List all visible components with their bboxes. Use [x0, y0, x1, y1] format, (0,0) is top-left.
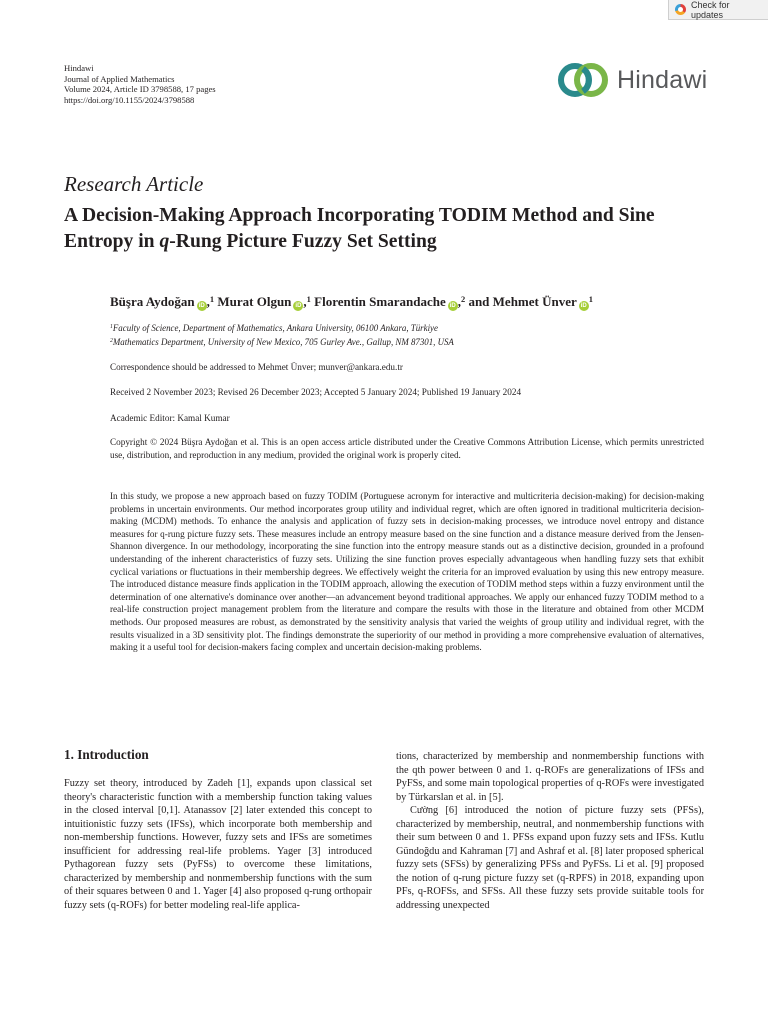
affiliation-1: $^1$Faculty of Science, Department of Mathematics, Ankara University, 06100 Ankara, Türkiye	[110, 323, 438, 333]
paragraph: Cường [6] introduced the notion of picture fuzzy sets (PFSs), characterized by membership, neutral, and nonmembership functions with their sum between 0 and 1. PFSs expand upon fuzzy sets and IFSs. Kutlu Gündoğdu and Kahraman [7] and Ashraf et al. [8] later proposed spherical fuzzy sets (SFSs) by generalizing PFSs and PyFSs. Li et al. [9] proposed the notion of q-rung picture fuzzy set (q-RPFS) in 2018, expanding upon PFs, q-ROFSs, and SFSs. All these fuzzy sets provide suitable tools for addressing unexpected	[396, 805, 704, 912]
orcid-icon[interactable]: iD	[449, 303, 456, 309]
abstract: In this study, we propose a new approach based on fuzzy TODIM (Portuguese acronym for interactive and multicriteria decision-making) for decision-making problems in uncertain environments. Our method incorporates group utility and individual regret, which are often ignored in traditional multicriteria decision-making (MCDM) methods. To enhance the analysis and application of fuzzy sets in decision-making processes, we introduce novel entropy and distance measures for q-rung picture fuzzy sets. These measures include an entropy measure based on the sine function and a distance measure derived from the Jensen-Shannon divergence. In our methodology, incorporating the sine function into the entropy measure stands out as a distinctive decision, grounded in a profound understanding of the inherent characteristics of fuzzy sets. Utilizing the sine function proves especially advantageous when handling fuzzy sets that exhibit cyclical variations or fluctuations in their membership degrees. We effectively weight the criteria for an improved evaluation by using this new entropy measure. The introduced distance measure finds application in the TODIM approach, allowing the execution of TODIM method steps within a fuzzy environment until the determination of one alternative's dominance over another—an advancement beyond traditional approaches. We apply our enhanced fuzzy TODIM method to a real-life construction project management problem from the literature and compare the results with those in the literature and obtained from other MCDM methods. Our proposed measures are robust, as demonstrated by the sensitivity analysis that varied the weights of group utility and individual regret, with the results visualized in a 3D sensitivity plot. The findings demonstrate the superiority of our method in providing a more comprehensive evaluation of alternatives, making it a useful tool for decision-makers facing complex and uncertain decision-making problems.	[110, 491, 704, 653]
correspondence: Correspondence should be addressed to Mehmet Ünver; munver@ankara.edu.tr	[110, 362, 403, 372]
paragraph: tions, characterized by membership and nonmembership functions with the qth power between 0 and 1. q-ROFs are generalizations of IFSs and PyFSs, and some main topological properties of q-ROFs were investigated by Türkarslan et al. in [5].	[396, 751, 704, 803]
academic-editor: Academic Editor: Kamal Kumar	[110, 413, 230, 423]
check-updates-icon	[675, 4, 686, 15]
author-name: Mehmet Ünver	[492, 294, 577, 309]
author-name: Florentin Smarandache	[314, 294, 446, 309]
author-list: Büşra Aydoğan iD ,$^1$ Murat Olgun iD ,$^1$ Florentin Smarandache iD ,$^2$ and Mehmet Ünver $iD^1$	[110, 293, 593, 309]
volume-info: Volume 2024, Article ID 3798588, 17 pages	[64, 84, 216, 95]
article-type: Research Article	[64, 172, 204, 196]
check-for-updates-button[interactable]	[668, 0, 768, 20]
section-heading: 1. Introduction	[64, 747, 149, 762]
journal-info	[64, 63, 216, 105]
article-title: A Decision-Making Approach Incorporating TODIM Method and Sine Entropy in q-Rung Picture Fuzzy Set Setting	[64, 205, 655, 252]
body-column-right	[396, 750, 704, 913]
journal-name: Journal of Applied Mathematics	[64, 73, 175, 84]
orcid-icon[interactable]: iD	[198, 303, 205, 309]
doi-link[interactable]: https://doi.org/10.1155/2024/3798588	[64, 94, 195, 105]
affiliations	[110, 322, 454, 349]
author-name: Murat Olgun	[217, 294, 292, 309]
hindawi-rings-icon	[556, 62, 610, 98]
hindawi-logo	[556, 62, 707, 98]
orcid-icon[interactable]: iD	[580, 303, 587, 309]
affiliation-2: $^2$Mathematics Department, University of New Mexico, 705 Gurley Ave., Gallup, NM 87301, USA	[110, 336, 454, 347]
publication-dates: Received 2 November 2023; Revised 26 December 2023; Accepted 5 January 2024; Published 19 January 2024	[110, 387, 522, 397]
paragraph: Fuzzy set theory, introduced by Zadeh [1], expands upon classical set theory's characteristic function with a membership function taking values in the closed interval [0,1]. Atanassov [2] later extended this concept to intuitionistic fuzzy sets (IFSs), which incorporate both membership and non-membership functions. However, fuzzy sets and IFSs are sometimes insufficient for addressing real-life problems. Yager [3] introduced Pythagorean fuzzy sets (PyFSs) to overcome these limitations, characterized by membership and nonmembership functions with the sum of their squares between 0 and 1. Yager [4] also proposed q-rung orthopair fuzzy sets (q-ROFs) for better modeling real-life applica-	[64, 778, 372, 911]
orcid-icon[interactable]: iD	[295, 303, 302, 309]
author-name: Büşra Aydoğan	[110, 294, 195, 309]
logo-text: Hindawi	[617, 65, 708, 94]
copyright-notice: Copyright © 2024 Büşra Aydoğan et al. This is an open access article distributed under the Creative Commons Attribution License, which permits unrestricted use, distribution, and reproduction in any medium, provided the original work is properly cited.	[110, 437, 704, 460]
check-for-updates-label: Check for updates	[691, 0, 730, 20]
publisher-name: Hindawi	[64, 63, 94, 73]
body-column-left	[64, 777, 372, 912]
